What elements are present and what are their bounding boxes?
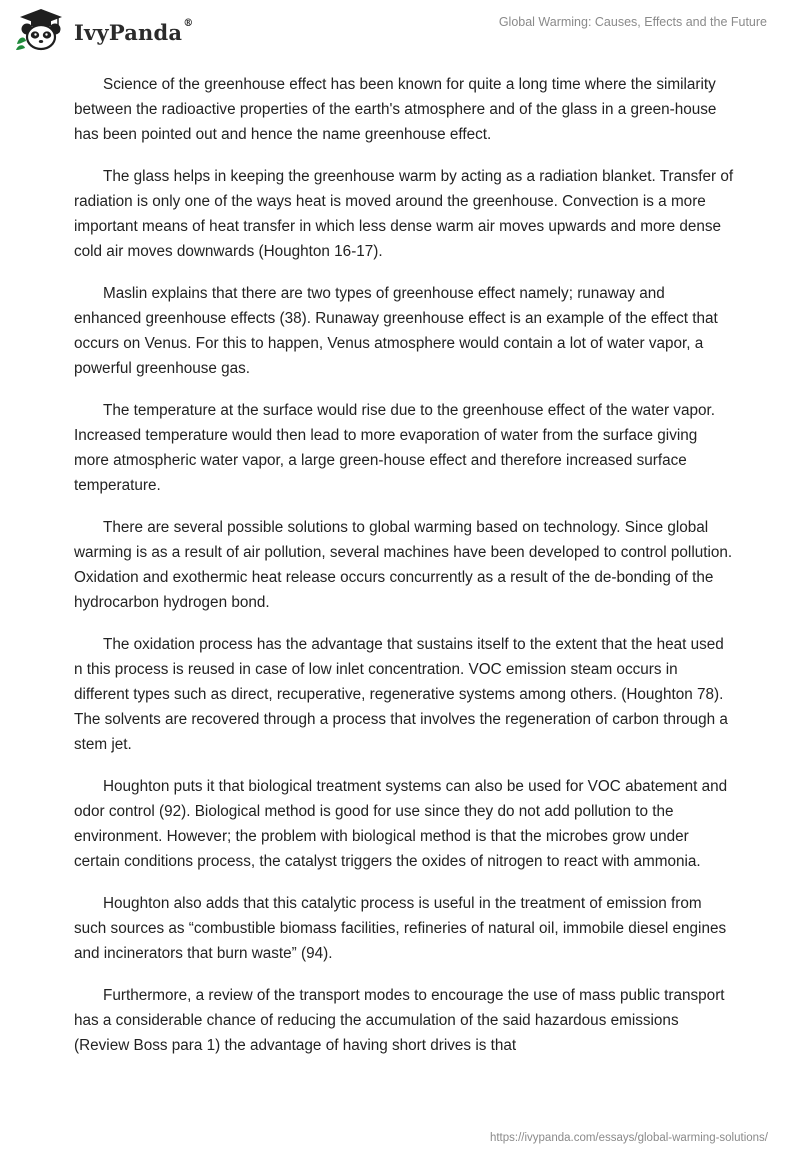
ivypanda-logo[interactable] xyxy=(14,8,193,52)
paragraph: The glass helps in keeping the greenhouse warm by acting as a radiation blanket. Transfer of radiation is only one of the ways heat is moved around the greenhouse. Convection is a more important means of heat transfer in which less dense warm air moves upwards and more dense cold air moves downwards (Houghton 16-17). xyxy=(74,168,734,260)
panda-graduate-icon xyxy=(14,8,68,52)
paragraph: Houghton puts it that biological treatment systems can also be used for VOC abatement and odor control (92). Biological method is good for use since they do not add pollution to the environment. However; the problem with biological method is that the microbes grow under certain conditions process, the catalyst triggers the oxides of nitrogen to react with ammonia. xyxy=(74,778,728,870)
source-url[interactable]: https://ivypanda.com/essays/global-warming-solutions/ xyxy=(489,1132,768,1144)
document-title: Global Warming: Causes, Effects and the Future xyxy=(498,15,767,29)
paragraph: The oxidation process has the advantage that sustains itself to the extent that the heat used n this process is reused in case of low inlet concentration. VOC emission steam occurs in different types such as direct, recuperative, regenerative systems among others. (Houghton 78). The solvents are recovered through a process that involves the regeneration of carbon through a stem jet. xyxy=(74,636,728,753)
essay-body xyxy=(74,72,734,1075)
paragraph: The temperature at the surface would rise due to the greenhouse effect of the water vapor. Increased temperature would then lead to more evaporation of water from the surface giving more atmospheric water vapor, a large green-house effect and therefore increased surface temperature. xyxy=(74,402,715,494)
paragraph: Furthermore, a review of the transport modes to encourage the use of mass public transport has a considerable chance of reducing the accumulation of the said hazardous emissions (Review Boss para 1) the advantage of having short drives is that xyxy=(74,987,725,1054)
page-header xyxy=(0,0,800,60)
logo-wordmark: IvyPanda® xyxy=(74,17,194,45)
paragraph: There are several possible solutions to global warming based on technology. Since global warming is as a result of air pollution, several machines have been developed to control pollution. Oxidation and exothermic heat release occurs concurrently as a result of the de-bonding of the hydrocarbon hydrogen bond. xyxy=(74,519,733,611)
paragraph: Maslin explains that there are two types of greenhouse effect namely; runaway and enhanced greenhouse effects (38). Runaway greenhouse effect is an example of the effect that occurs on Venus. For this to happen, Venus atmosphere would contain a lot of water vapor, a powerful greenhouse gas. xyxy=(74,285,718,377)
registered-mark: ® xyxy=(183,17,194,29)
paragraph: Science of the greenhouse effect has been known for quite a long time where the similarity between the radioactive properties of the earth's atmosphere and of the glass in a green-house has been pointed out and hence the name greenhouse effect. xyxy=(74,76,717,143)
paragraph: Houghton also adds that this catalytic process is useful in the treatment of emission from such sources as “combustible biomass facilities, refineries of natural oil, immobile diesel engines and incinerators that burn waste” (94). xyxy=(74,895,727,962)
